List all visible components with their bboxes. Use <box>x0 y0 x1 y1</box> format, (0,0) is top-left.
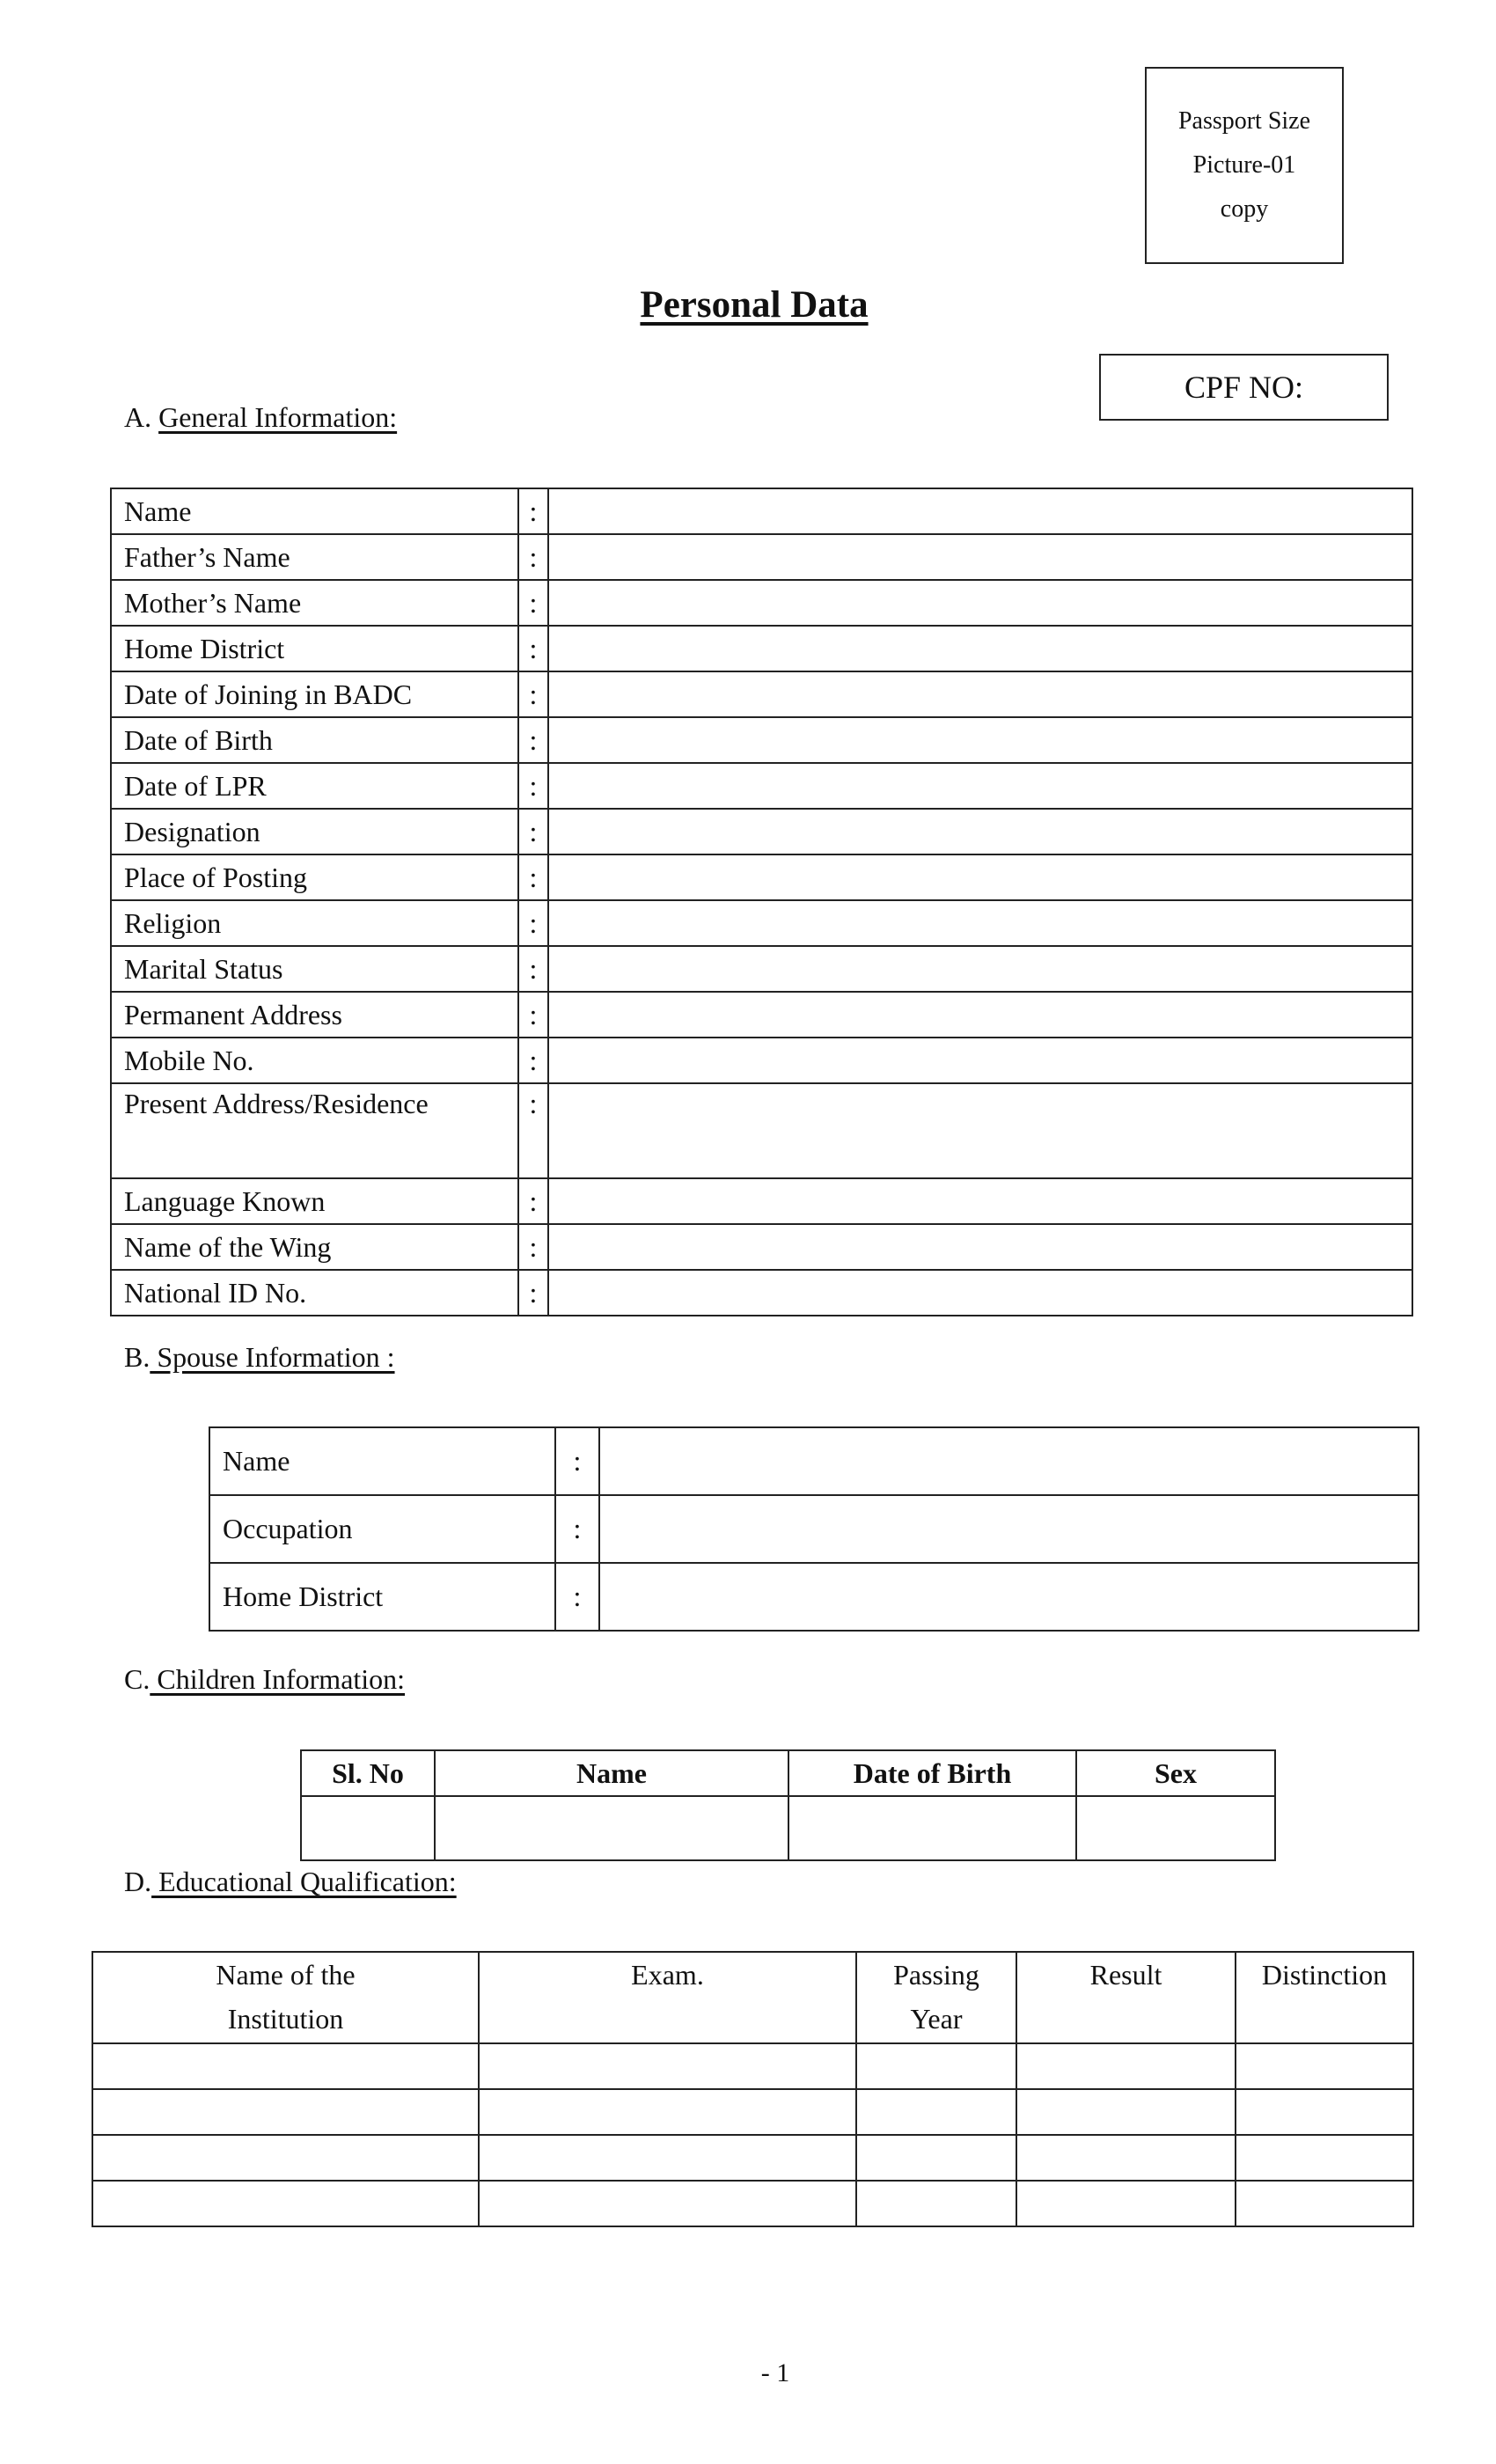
section-c-heading <box>124 1663 405 1696</box>
distinction-cell[interactable] <box>1236 2089 1413 2135</box>
field-label: Occupation <box>209 1495 555 1563</box>
field-colon: : <box>518 809 548 854</box>
field-label: Date of Joining in BADC <box>111 671 518 717</box>
field-colon: : <box>555 1427 599 1495</box>
table-row <box>111 717 1412 763</box>
field-label: Date of LPR <box>111 763 518 809</box>
cpf-no-label: CPF NO: <box>1184 370 1304 405</box>
column-header <box>479 1952 856 2043</box>
field-colon: : <box>518 992 548 1038</box>
field-colon: : <box>555 1563 599 1631</box>
field-colon: : <box>518 671 548 717</box>
religion-input-cell[interactable] <box>548 900 1412 946</box>
table-row <box>111 900 1412 946</box>
name-input-cell[interactable] <box>548 488 1412 534</box>
date-of-lpr-input-cell[interactable] <box>548 763 1412 809</box>
date-of-birth-input-cell[interactable] <box>548 717 1412 763</box>
section-a-prefix: A. <box>124 401 152 433</box>
present-address-input-cell[interactable] <box>548 1083 1412 1178</box>
place-of-posting-input-cell[interactable] <box>548 854 1412 900</box>
child-sl-no-cell[interactable] <box>301 1796 435 1860</box>
wing-name-input-cell[interactable] <box>548 1224 1412 1270</box>
field-label: Marital Status <box>111 946 518 992</box>
child-name-cell[interactable] <box>435 1796 788 1860</box>
general-information-table <box>110 488 1413 1316</box>
field-label: Home District <box>209 1563 555 1631</box>
section-c-prefix: C. <box>124 1663 150 1695</box>
table-row <box>209 1427 1419 1495</box>
table-row <box>111 1038 1412 1083</box>
result-cell[interactable] <box>1016 2135 1236 2181</box>
field-colon: : <box>518 1178 548 1224</box>
field-colon: : <box>555 1495 599 1563</box>
mobile-no-input-cell[interactable] <box>548 1038 1412 1083</box>
table-row <box>111 580 1412 626</box>
result-cell[interactable] <box>1016 2089 1236 2135</box>
field-label: Name <box>111 488 518 534</box>
passing-year-cell[interactable] <box>856 2181 1016 2226</box>
column-header-line: Result <box>1089 1959 1162 1991</box>
field-colon: : <box>518 763 548 809</box>
page-title: Personal Data <box>640 284 869 326</box>
exam-cell[interactable] <box>479 2135 856 2181</box>
table-row <box>111 854 1412 900</box>
distinction-cell[interactable] <box>1236 2181 1413 2226</box>
table-row <box>111 809 1412 854</box>
home-district-input-cell[interactable] <box>548 626 1412 671</box>
exam-cell[interactable] <box>479 2181 856 2226</box>
passing-year-cell[interactable] <box>856 2135 1016 2181</box>
designation-input-cell[interactable] <box>548 809 1412 854</box>
column-header <box>92 1952 479 2043</box>
field-colon: : <box>518 1038 548 1083</box>
institution-cell[interactable] <box>92 2089 479 2135</box>
national-id-input-cell[interactable] <box>548 1270 1412 1316</box>
table-row <box>92 2043 1413 2089</box>
institution-cell[interactable] <box>92 2135 479 2181</box>
field-colon: : <box>518 534 548 580</box>
spouse-occupation-input-cell[interactable] <box>599 1495 1419 1563</box>
distinction-cell[interactable] <box>1236 2135 1413 2181</box>
column-header: Sex <box>1076 1750 1275 1796</box>
field-label: Religion <box>111 900 518 946</box>
section-c-title: Children Information: <box>150 1663 406 1695</box>
photo-box-line-2: Picture-01 <box>1192 151 1296 179</box>
table-row <box>111 626 1412 671</box>
column-header-line: Passing <box>893 1959 979 1991</box>
field-label: Present Address/Residence <box>111 1083 518 1178</box>
table-row <box>209 1495 1419 1563</box>
table-row <box>92 2181 1413 2226</box>
column-header-line: Distinction <box>1261 1959 1388 1991</box>
section-d-heading <box>124 1866 457 1898</box>
column-header <box>1016 1952 1236 2043</box>
field-colon: : <box>518 946 548 992</box>
field-colon: : <box>518 580 548 626</box>
field-label: National ID No. <box>111 1270 518 1316</box>
permanent-address-input-cell[interactable] <box>548 992 1412 1038</box>
field-colon: : <box>518 488 548 534</box>
passport-photo-box <box>1145 67 1344 264</box>
section-b-prefix: B. <box>124 1341 150 1373</box>
fathers-name-input-cell[interactable] <box>548 534 1412 580</box>
field-colon: : <box>518 717 548 763</box>
passing-year-cell[interactable] <box>856 2043 1016 2089</box>
field-label: Mobile No. <box>111 1038 518 1083</box>
section-a-heading <box>124 401 397 434</box>
date-of-joining-input-cell[interactable] <box>548 671 1412 717</box>
child-sex-cell[interactable] <box>1076 1796 1275 1860</box>
section-a-title: General Information: <box>158 401 398 433</box>
photo-box-line-3: copy <box>1220 195 1269 223</box>
column-header-line: Name of the <box>216 1959 356 1991</box>
field-colon: : <box>518 626 548 671</box>
column-header <box>1236 1952 1413 2043</box>
distinction-cell[interactable] <box>1236 2043 1413 2089</box>
photo-box-line-1: Passport Size <box>1177 107 1311 135</box>
table-row <box>301 1796 1275 1860</box>
table-header-row <box>92 1952 1413 2043</box>
table-row <box>111 1178 1412 1224</box>
field-colon: : <box>518 900 548 946</box>
result-cell[interactable] <box>1016 2043 1236 2089</box>
table-row <box>111 488 1412 534</box>
field-colon: : <box>518 1224 548 1270</box>
table-row <box>111 1083 1412 1178</box>
field-label: Mother’s Name <box>111 580 518 626</box>
children-information-table <box>300 1749 1276 1861</box>
child-dob-cell[interactable] <box>788 1796 1076 1860</box>
field-label: Permanent Address <box>111 992 518 1038</box>
field-label: Home District <box>111 626 518 671</box>
section-d-prefix: D. <box>124 1866 152 1897</box>
field-label: Name <box>209 1427 555 1495</box>
spouse-information-table <box>209 1426 1419 1632</box>
cpf-no-field[interactable] <box>1099 354 1389 421</box>
section-b-title: Spouse Information : <box>150 1341 395 1373</box>
section-b-heading <box>124 1341 395 1374</box>
column-header <box>856 1952 1016 2043</box>
table-header-row <box>301 1750 1275 1796</box>
table-row <box>111 763 1412 809</box>
language-known-input-cell[interactable] <box>548 1178 1412 1224</box>
field-label: Language Known <box>111 1178 518 1224</box>
column-header: Date of Birth <box>788 1750 1076 1796</box>
field-label: Name of the Wing <box>111 1224 518 1270</box>
spouse-name-input-cell[interactable] <box>599 1427 1419 1495</box>
educational-qualification-table <box>92 1951 1414 2227</box>
mothers-name-input-cell[interactable] <box>548 580 1412 626</box>
field-label: Place of Posting <box>111 854 518 900</box>
field-label: Designation <box>111 809 518 854</box>
result-cell[interactable] <box>1016 2181 1236 2226</box>
column-header-line: Institution <box>227 2003 344 2035</box>
table-row <box>92 2089 1413 2135</box>
table-row <box>111 1270 1412 1316</box>
table-row <box>111 1224 1412 1270</box>
marital-status-input-cell[interactable] <box>548 946 1412 992</box>
institution-cell[interactable] <box>92 2043 479 2089</box>
field-colon: : <box>518 1270 548 1316</box>
table-row <box>111 946 1412 992</box>
section-d-title: Educational Qualification: <box>151 1866 457 1897</box>
institution-cell[interactable] <box>92 2181 479 2226</box>
exam-cell[interactable] <box>479 2089 856 2135</box>
table-row <box>111 534 1412 580</box>
page-number: - 1 <box>760 2358 790 2387</box>
field-label: Date of Birth <box>111 717 518 763</box>
field-colon: : <box>518 1083 548 1178</box>
column-header: Sl. No <box>301 1750 435 1796</box>
field-label: Father’s Name <box>111 534 518 580</box>
column-header-line: Year <box>910 2003 963 2035</box>
table-row <box>92 2135 1413 2181</box>
table-row <box>111 671 1412 717</box>
spouse-home-district-input-cell[interactable] <box>599 1563 1419 1631</box>
table-row <box>209 1563 1419 1631</box>
passing-year-cell[interactable] <box>856 2089 1016 2135</box>
column-header: Name <box>435 1750 788 1796</box>
table-row <box>111 992 1412 1038</box>
exam-cell[interactable] <box>479 2043 856 2089</box>
column-header-line: Exam. <box>631 1959 704 1991</box>
field-colon: : <box>518 854 548 900</box>
